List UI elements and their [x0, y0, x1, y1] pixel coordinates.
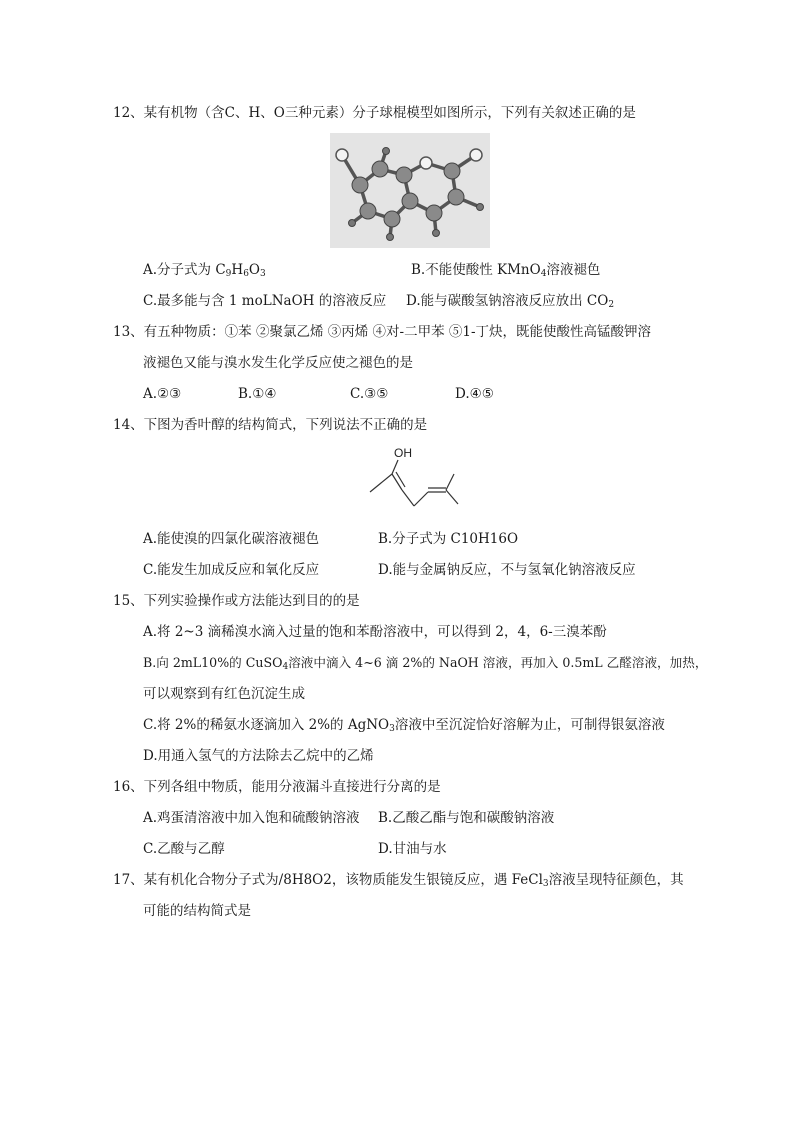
q17-stem-line1: 17、某有机化合物分子式为/8H8O2，该物质能发生银镜反应，遇 FeCl$_3$溶液呈现特征颜色，其 [113, 872, 684, 889]
q13-stem-line2: 液褪色又能与溴水发生化学反应使之褪色的是 [143, 355, 413, 371]
q14-option-a: A.能使溴的四氯化碳溶液褪色 [143, 531, 320, 547]
q15-option-b-line1: B.向 2mL10%的 CuSO$_4$溶液中滴入 4~6 滴 2%的 NaOH 溶液，再加入 0.5mL 乙醛溶液，加热， [143, 655, 708, 672]
q15-option-b-line2: 可以观察到有红色沉淀生成 [143, 686, 305, 702]
q12-option-c: C.最多能与含 1 moLNaOH 的溶液反应 [143, 293, 387, 309]
q12-option-a: A.分子式为 $C_9H_6O_3$ [143, 262, 266, 279]
q12-stem: 12、某有机物（含C、H、O三种元素）分子球棍模型如图所示，下列有关叙述正确的是 [113, 105, 636, 121]
oh-label: OH [394, 446, 412, 460]
q13-stem-line1: 13、有五种物质：①苯 ②聚氯乙烯 ③丙烯 ④对-二甲苯 ⑤1-丁炔，既能使酸性高锰酸钾溶 [113, 324, 652, 340]
q15-stem: 15、下列实验操作或方法能达到目的的是 [113, 593, 360, 609]
q12-option-b: B.不能使酸性 KMnO$_4$溶液褪色 [411, 262, 601, 279]
ball-and-stick-model-figure [330, 133, 490, 248]
q15-option-d: D.用通入氢气的方法除去乙烷中的乙烯 [143, 748, 374, 764]
q13-option-a: A.②③ [143, 386, 182, 402]
geraniol-structure-figure [364, 444, 464, 516]
q16-option-a: A.鸡蛋清溶液中加入饱和硫酸钠溶液 [143, 810, 360, 826]
q14-option-b: B.分子式为 C10H16O [378, 531, 519, 547]
q14-option-d: D.能与金属钠反应，不与氢氧化钠溶液反应 [378, 562, 636, 578]
q17-stem-line2: 可能的结构简式是 [143, 903, 251, 919]
q13-option-b: B.①④ [238, 386, 277, 402]
q16-stem: 16、下列各组中物质，能用分液漏斗直接进行分离的是 [113, 779, 441, 795]
q14-stem: 14、下图为香叶醇的结构简式，下列说法不正确的是 [113, 417, 428, 433]
q14-option-c: C.能发生加成反应和氧化反应 [143, 562, 320, 578]
q13-option-c: C.③⑤ [350, 386, 389, 402]
q15-option-a: A.将 2~3 滴稀溴水滴入过量的饱和苯酚溶液中，可以得到 2，4，6-三溴苯酚 [143, 624, 607, 640]
q13-option-d: D.④⑤ [455, 386, 494, 402]
q16-option-d: D.甘油与水 [378, 841, 447, 857]
q12-option-d: D.能与碳酸氢钠溶液反应放出 $CO_2$ [406, 293, 615, 310]
q16-option-b: B.乙酸乙酯与饱和碳酸钠溶液 [378, 810, 555, 826]
q16-option-c: C.乙酸与乙醇 [143, 841, 225, 857]
q15-option-c: C.将 2%的稀氨水逐滴加入 2%的 AgNO$_3$溶液中至沉淀恰好溶解为止，可制得银氨溶液 [143, 717, 665, 734]
